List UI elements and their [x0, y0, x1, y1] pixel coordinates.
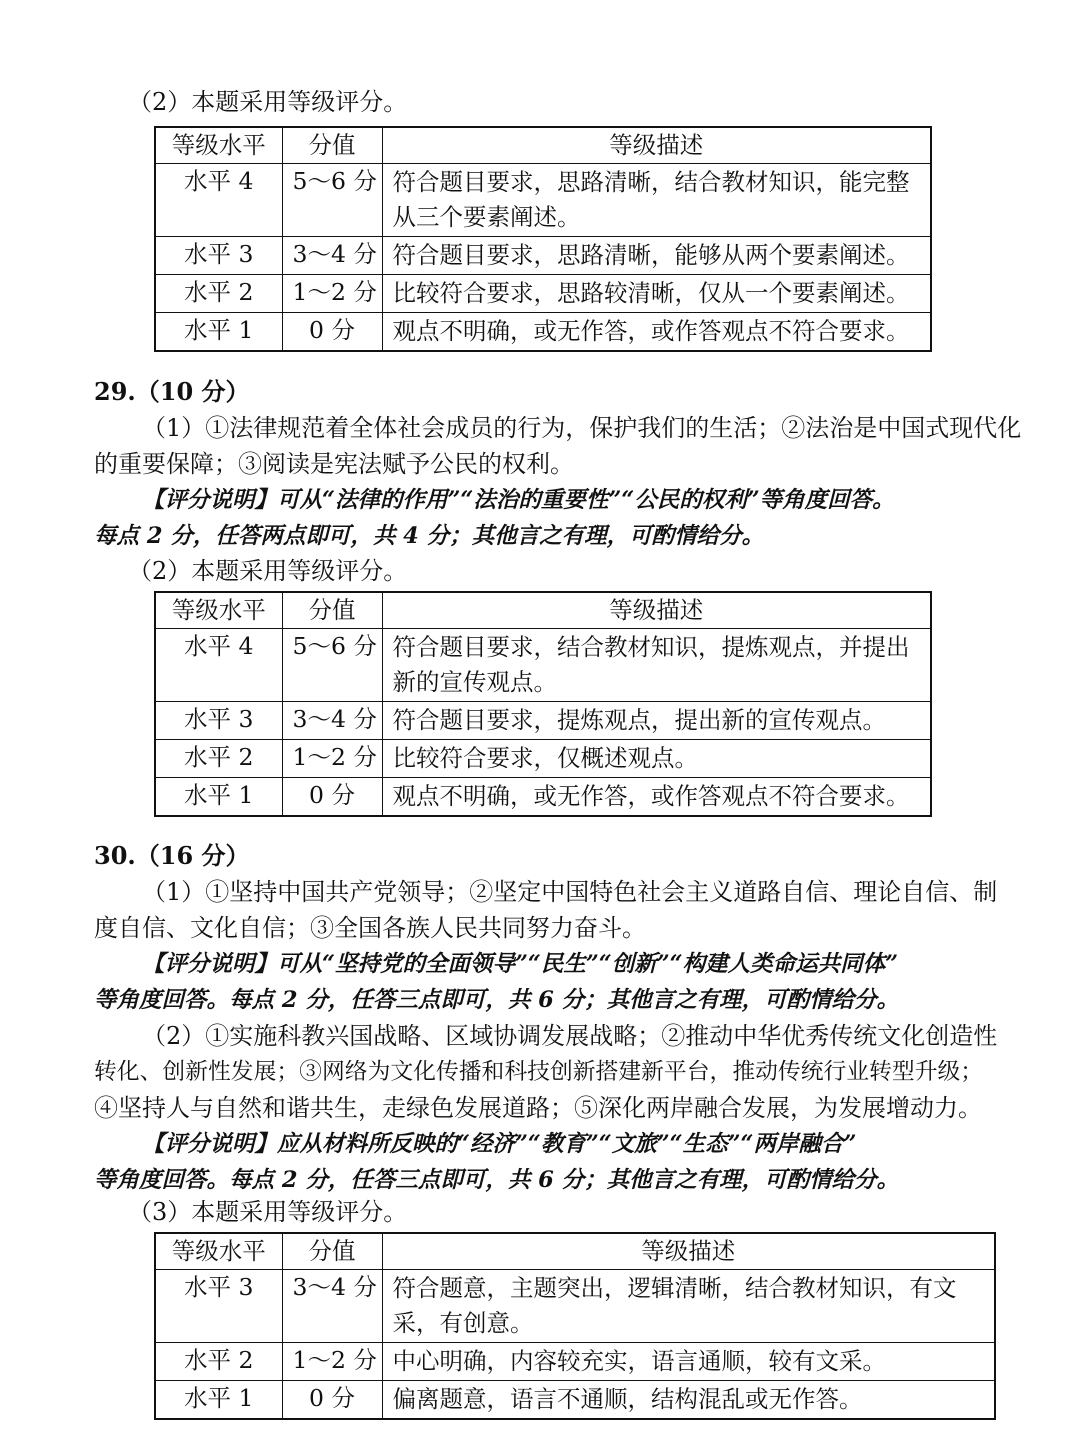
header-level: 等级水平 — [155, 1233, 282, 1270]
score-cell: 0 分 — [282, 313, 382, 352]
description-cell: 符合题目要求，提炼观点，提出新的宣传观点。 — [382, 702, 931, 740]
header-score: 分值 — [282, 127, 382, 164]
header-level: 等级水平 — [155, 127, 282, 164]
table-row — [155, 275, 931, 313]
q30-answer-line: 度自信、文化自信；③全国各族人民共同努力奋斗。 — [94, 914, 646, 942]
level-cell: 水平 1 — [155, 778, 282, 817]
grading-table-3 — [154, 1232, 996, 1420]
grading-table-2 — [154, 591, 932, 817]
level-cell: 水平 3 — [155, 237, 282, 275]
q30-scoring-note: 等角度回答。每点 2 分，任答三点即可，共 6 分；其他言之有理，可酌情给分。 — [94, 1167, 900, 1193]
score-cell: 1～2 分 — [282, 275, 382, 313]
q29-part2-intro: （2）本题采用等级评分。 — [128, 557, 408, 585]
score-cell: 3～4 分 — [282, 237, 382, 275]
q30-scoring-note: 【评分说明】可从“坚持党的全面领导”“民生”“创新”“构建人类命运共同体” — [142, 951, 899, 977]
description-cell: 符合题目要求，结合教材知识，提炼观点，并提出新的宣传观点。 — [382, 629, 931, 702]
q29-scoring-note: 【评分说明】可从“法律的作用”“法治的重要性”“公民的权利”等角度回答。 — [142, 487, 895, 513]
header-description: 等级描述 — [382, 592, 931, 629]
header-score: 分值 — [282, 1233, 382, 1270]
description-cell: 比较符合要求，仅概述观点。 — [382, 740, 931, 778]
table-row — [155, 702, 931, 740]
description-cell: 比较符合要求，思路较清晰，仅从一个要素阐述。 — [382, 275, 931, 313]
level-cell: 水平 1 — [155, 1381, 282, 1420]
q29-answer-line: 的重要保障；③阅读是宪法赋予公民的权利。 — [94, 450, 574, 478]
score-cell: 3～4 分 — [282, 702, 382, 740]
score-cell: 3～4 分 — [282, 1270, 382, 1343]
q30-answer-line: （2）①实施科教兴国战略、区域协调发展战略；②推动中华优秀传统文化创造性 — [142, 1022, 998, 1050]
table-header-row — [155, 592, 931, 629]
score-cell: 1～2 分 — [282, 1343, 382, 1381]
table-row — [155, 164, 931, 237]
score-cell: 5～6 分 — [282, 629, 382, 702]
table-row — [155, 1381, 995, 1420]
table-row — [155, 313, 931, 352]
q30-answer-line: 转化、创新性发展；③网络为文化传播和科技创新搭建新平台，推动传统行业转型升级； — [94, 1059, 984, 1085]
description-cell: 符合题意，主题突出，逻辑清晰，结合教材知识，有文采，有创意。 — [382, 1270, 995, 1343]
q30-scoring-note: 等角度回答。每点 2 分，任答三点即可，共 6 分；其他言之有理，可酌情给分。 — [94, 987, 900, 1013]
level-cell: 水平 2 — [155, 275, 282, 313]
level-cell: 水平 3 — [155, 1270, 282, 1343]
table-row — [155, 778, 931, 817]
description-cell: 符合题目要求，思路清晰，能够从两个要素阐述。 — [382, 237, 931, 275]
level-cell: 水平 2 — [155, 740, 282, 778]
level-cell: 水平 1 — [155, 313, 282, 352]
level-cell: 水平 4 — [155, 629, 282, 702]
table-row — [155, 629, 931, 702]
description-cell: 符合题目要求，思路清晰，结合教材知识，能完整从三个要素阐述。 — [382, 164, 931, 237]
table-row — [155, 1270, 995, 1343]
level-cell: 水平 2 — [155, 1343, 282, 1381]
q30-scoring-note: 【评分说明】应从材料所反映的“经济”“教育”“文旅”“生态”“两岸融合” — [142, 1131, 857, 1157]
q29-answer-line: （1）①法律规范着全体社会成员的行为，保护我们的生活；②法治是中国式现代化 — [142, 414, 1022, 442]
level-cell: 水平 3 — [155, 702, 282, 740]
table-row — [155, 237, 931, 275]
score-cell: 5～6 分 — [282, 164, 382, 237]
description-cell: 中心明确，内容较充实，语言通顺，较有文采。 — [382, 1343, 995, 1381]
header-description: 等级描述 — [382, 127, 931, 164]
header-score: 分值 — [282, 592, 382, 629]
score-cell: 0 分 — [282, 778, 382, 817]
q30-answer-line: （1）①坚持中国共产党领导；②坚定中国特色社会主义道路自信、理论自信、制 — [142, 878, 998, 906]
header-description: 等级描述 — [382, 1233, 995, 1270]
level-cell: 水平 4 — [155, 164, 282, 237]
q30-part3-intro: （3）本题采用等级评分。 — [128, 1198, 408, 1226]
description-cell: 观点不明确，或无作答，或作答观点不符合要求。 — [382, 313, 931, 352]
description-cell: 偏离题意，语言不通顺，结构混乱或无作答。 — [382, 1381, 995, 1420]
block1-intro: （2）本题采用等级评分。 — [128, 88, 408, 116]
question-29-heading: 29.（10 分） — [94, 377, 250, 406]
description-cell: 观点不明确，或无作答，或作答观点不符合要求。 — [382, 778, 931, 817]
table-row — [155, 740, 931, 778]
table-header-row — [155, 127, 931, 164]
table-row — [155, 1343, 995, 1381]
table-header-row — [155, 1233, 995, 1270]
score-cell: 0 分 — [282, 1381, 382, 1420]
question-30-heading: 30.（16 分） — [94, 841, 250, 870]
header-level: 等级水平 — [155, 592, 282, 629]
grading-table-1 — [154, 126, 932, 352]
q30-answer-line: ④坚持人与自然和谐共生，走绿色发展道路；⑤深化两岸融合发展，为发展增动力。 — [94, 1094, 982, 1122]
score-cell: 1～2 分 — [282, 740, 382, 778]
q29-scoring-note: 每点 2 分，任答两点即可，共 4 分；其他言之有理，可酌情给分。 — [94, 523, 765, 549]
